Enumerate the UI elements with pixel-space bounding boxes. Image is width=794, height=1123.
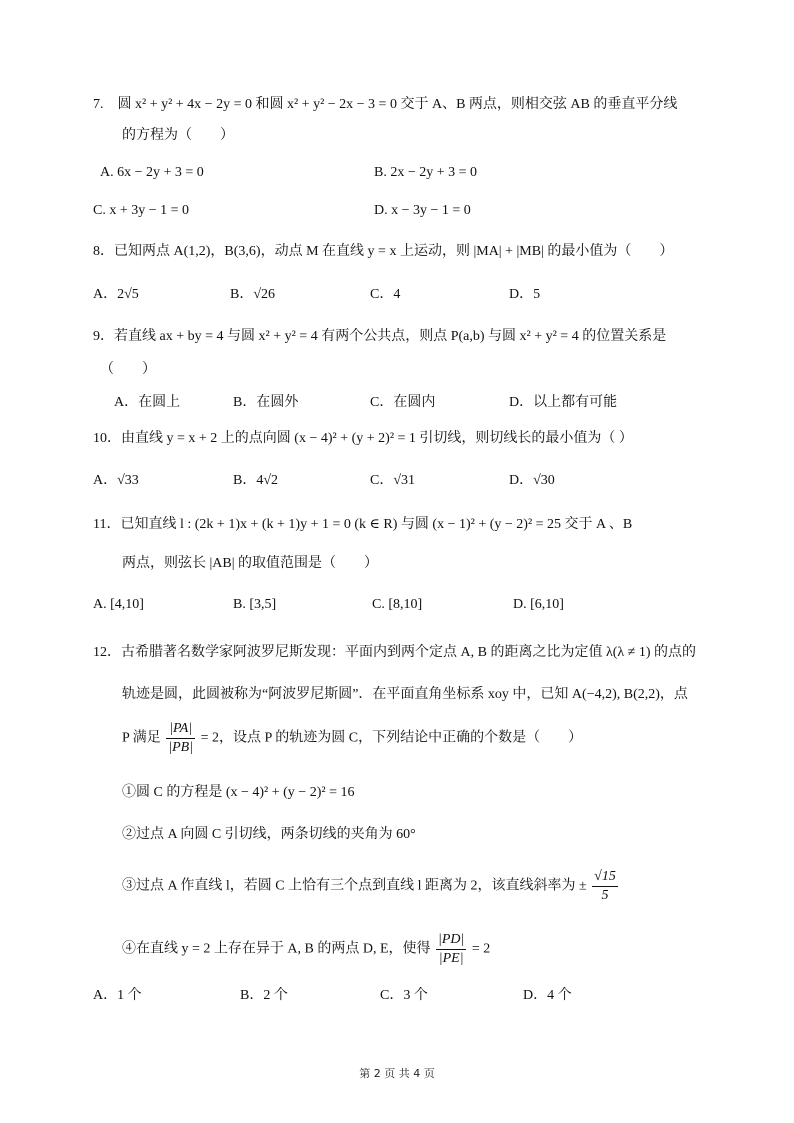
q12-item-1: ①圆 C 的方程是 (x − 4)² + (y − 2)² = 16 (122, 785, 355, 800)
q10-option-b: B．4√2 (233, 473, 279, 488)
q12-option-b: B．2 个 (240, 988, 288, 1003)
q7-stem-line1: 7. 圆 x² + y² + 4x − 2y = 0 和圆 x² + y² − 2x − 3 = 0 交于 A、B 两点，则相交弦 AB 的垂直平分线 (93, 97, 678, 112)
q12-ratio-denominator: |PB| (168, 740, 194, 755)
q10-option-a: A．√33 (93, 473, 139, 488)
q11-stem-line2: 两点，则弦长 |AB| 的取值范围是（ ） (122, 556, 379, 571)
q12-ratio-fraction (166, 720, 195, 757)
q12-pe-denominator: |PE| (438, 951, 464, 966)
q9-stem-line1: 9．若直线 ax + by = 4 与圆 x² + y² = 4 有两个公共点，则点 P(a,b) 与圆 x² + y² = 4 的位置关系是 (93, 329, 667, 344)
q12-slope-numerator: √15 (592, 868, 618, 887)
q12-stem-line1: 12．古希腊著名数学家阿波罗尼斯发现：平面内到两个定点 A, B 的距离之比为定值 λ(λ ≠ 1) 的点的 (93, 645, 697, 660)
q8-stem-line1: 8．已知两点 A(1,2)，B(3,6)，动点 M 在直线 y = x 上运动，则 |MA| + |MB| 的最小值为（ ） (93, 244, 674, 259)
q12-pd-numerator: |PD| (436, 931, 466, 950)
q9-stem-line2: （ ） (100, 362, 156, 377)
q12-slope-fraction (592, 868, 618, 905)
page-footer: 第 2 页 共 4 页 (359, 1067, 435, 1080)
q12-item3-pre: ③过点 A 作直线 l，若圆 C 上恰有三个点到直线 l 距离为 2，该直线斜率为 ± (122, 878, 587, 894)
q12-stem-line2: 轨迹是圆，此圆被称为“阿波罗尼斯圆”．在平面直角坐标系 xoy 中，已知 A(−4,2), B(2,2)，点 (122, 687, 688, 702)
q12-option-d: D．4 个 (523, 988, 572, 1003)
q11-stem-line1: 11．已知直线 l : (2k + 1)x + (k + 1)y + 1 = 0 (k ∈ R) 与圆 (x − 1)² + (y − 2)² = 25 交于 A 、B (93, 517, 633, 532)
q12-item4-post: = 2 (471, 941, 491, 957)
q11-option-c: C. [8,10] (372, 597, 423, 612)
q12-item-2: ②过点 A 向圆 C 引切线，两条切线的夹角为 60° (122, 827, 416, 842)
q11-option-a: A. [4,10] (93, 597, 144, 612)
q12-ratio-numerator: |PA| (166, 720, 195, 739)
q10-option-d: D．√30 (509, 473, 555, 488)
q12-item4-pre: ④在直线 y = 2 上存在异于 A, B 的两点 D, E，使得 (122, 941, 431, 957)
q10-stem-line1: 10．由直线 y = x + 2 上的点向圆 (x − 4)² + (y + 2)² = 1 引切线，则切线长的最小值为（ ） (93, 431, 633, 446)
q8-option-a: A．2√5 (93, 287, 139, 302)
q11-option-b: B. [3,5] (233, 597, 277, 612)
q12-line3-post: = 2，设点 P 的轨迹为圆 C，下列结论中正确的个数是（ ） (200, 730, 583, 746)
q10-option-c: C．√31 (370, 473, 416, 488)
q12-stem-line3 (122, 720, 582, 757)
q7-option-c: C. x + 3y − 1 = 0 (93, 203, 190, 218)
q9-option-d: D．以上都有可能 (509, 395, 618, 410)
q9-option-a: A．在圆上 (114, 395, 181, 410)
q7-stem-line2: 的方程为（ ） (122, 128, 234, 143)
q9-option-c: C．在圆内 (370, 395, 436, 410)
q12-slope-denominator: 5 (601, 888, 609, 903)
q11-option-d: D. [6,10] (513, 597, 564, 612)
q12-item-4 (122, 931, 490, 968)
q7-option-a: A. 6x − 2y + 3 = 0 (100, 165, 204, 180)
q7-option-d: D. x − 3y − 1 = 0 (374, 203, 471, 218)
q8-option-c: C．4 (370, 287, 401, 302)
q8-option-d: D．5 (509, 287, 541, 302)
q12-option-a: A．1 个 (93, 988, 142, 1003)
q9-option-b: B．在圆外 (233, 395, 299, 410)
q12-line3-pre: P 满足 (122, 730, 161, 746)
q12-option-c: C．3 个 (380, 988, 428, 1003)
q7-option-b: B. 2x − 2y + 3 = 0 (374, 165, 478, 180)
q12-pd-pe-fraction (436, 931, 466, 968)
q8-option-b: B．√26 (230, 287, 276, 302)
q12-item-3 (122, 868, 620, 905)
